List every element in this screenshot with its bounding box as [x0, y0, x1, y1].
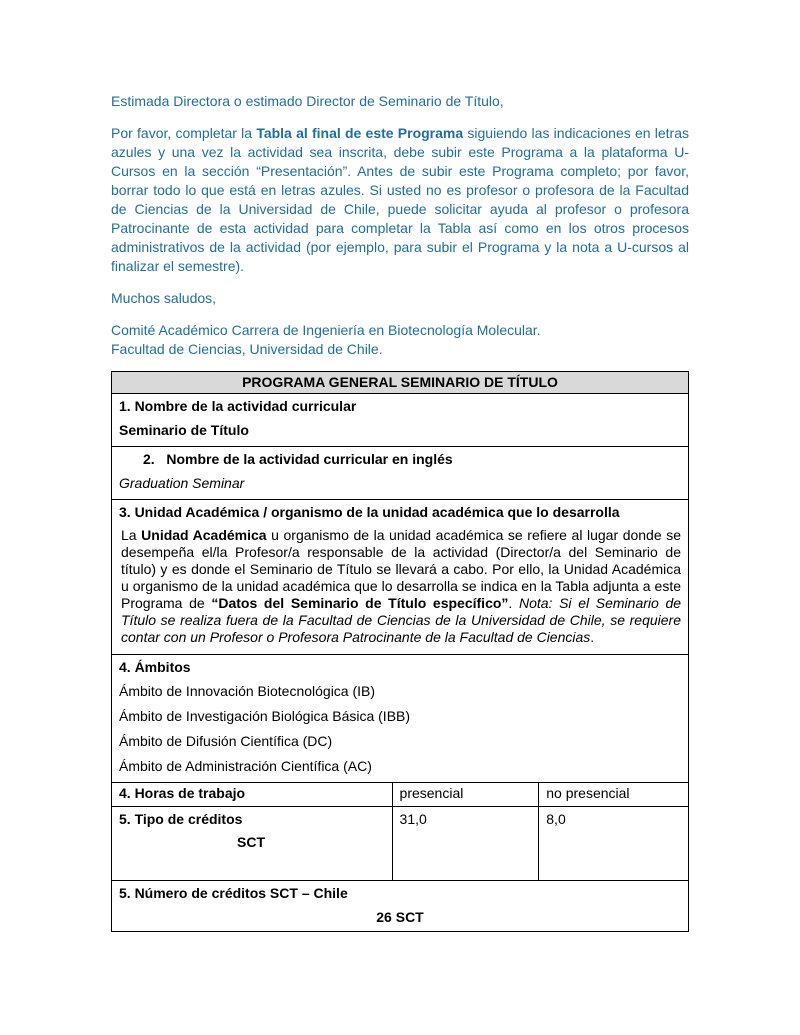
instructions-text-2: siguiendo las indicaciones en letras azules y una vez la actividad sea inscrita, debe subir este Programa a la plataforma U-Cursos en la sección “Presentación”. Antes de subir este Programa completo; por favor, borrar todo lo que está en letras azules. Si usted no es profesor o profesora de la Facultad de Ciencias de la Universidad de Chile, puede solicitar ayuda al profesor o profesora Patrocinante de esta actividad para completar la Tabla así como en los otros procesos administrativos de la actividad (por ejemplo, para subir el Programa y la nota a U-cursos al finalizar el semestre).	[111, 125, 689, 274]
ambito-item: Ámbito de Difusión Científica (DC)	[119, 733, 333, 749]
activity-name-label: 1. Nombre de la actividad curricular	[119, 398, 357, 414]
credits-presencial	[392, 807, 539, 881]
section-ambitos	[112, 655, 689, 783]
letter-intro	[111, 92, 689, 359]
ambitos-label: 4. Ámbitos	[119, 659, 191, 675]
credit-type-sub: SCT	[237, 834, 265, 850]
saludos: Muchos saludos,	[111, 290, 217, 306]
credit-type-cell	[112, 807, 393, 881]
instructions-paragraph	[111, 124, 689, 276]
instructions-text-1: Por favor, completar la	[111, 125, 257, 141]
activity-name-value: Seminario de Título	[119, 422, 249, 438]
desc-note: Nota: Si el Seminario de Título se realiza fuera de la Facultad de Ciencias de la Universidad de Chile, se requiere contar con un Profesor o Profesora Patrocinante de la Facultad de Ciencias	[121, 595, 682, 645]
credits-presencial-value: 31,0	[399, 811, 427, 827]
academic-unit-description	[121, 527, 681, 646]
credit-number-value: 26 SCT	[376, 909, 424, 925]
signature-line-2: Facultad de Ciencias, Universidad de Chile.	[111, 341, 383, 357]
ambito-item: Ámbito de Innovación Biotecnológica (IB)	[119, 683, 376, 699]
activity-name-english-label	[119, 451, 681, 468]
work-hours-presencial-header: presencial	[392, 783, 539, 807]
signature-line-1: Comité Académico Carrera de Ingeniería en Biotecnología Molecular.	[111, 322, 541, 338]
desc-bold-1: Unidad Académica	[141, 527, 267, 543]
academic-unit-label: 3. Unidad Académica / organismo de la unidad académica que lo desarrolla	[119, 504, 620, 520]
desc-text-2: u organismo de la unidad académica se refiere al lugar donde se desempeña el/la Profesor/a responsable de la actividad (Director/a del Seminario de título) y es donde el Seminario de Título se llevará a cabo. Por ello, la Unidad Académica u organismo de la unidad académica que lo desarrolla se indica en la Tabla adjunta a este Programa de	[121, 527, 681, 611]
credit-number-label: 5. Número de créditos SCT – Chile	[119, 885, 348, 901]
work-hours-no-presencial-header: no presencial	[539, 783, 689, 807]
work-hours-label: 4. Horas de trabajo	[112, 783, 393, 807]
desc-text-3: .	[508, 595, 519, 611]
greeting: Estimada Directora o estimado Director de Seminario de Título,	[111, 93, 504, 109]
table-title: PROGRAMA GENERAL SEMINARIO DE TÍTULO	[112, 372, 689, 394]
desc-text-4: .	[590, 629, 595, 645]
section-credit-number	[112, 881, 689, 932]
desc-text-1: La	[121, 527, 142, 543]
credits-no-presencial	[539, 807, 689, 881]
credits-no-presencial-value: 8,0	[546, 811, 566, 827]
desc-bold-2: “Datos del Seminario de Título específico”	[211, 595, 509, 611]
instructions-bold: Tabla al final de este Programa	[256, 125, 464, 141]
section-activity-name	[112, 394, 689, 447]
program-table	[111, 371, 689, 932]
section-number: 2.	[143, 451, 155, 467]
ambito-item: Ámbito de Administración Científica (AC)	[119, 758, 372, 774]
section-activity-name-english	[112, 447, 689, 500]
credit-type-label: 5. Tipo de créditos	[119, 811, 243, 827]
ambito-item: Ámbito de Investigación Biológica Básica (IBB)	[119, 708, 411, 724]
activity-name-english-value: Graduation Seminar	[119, 475, 245, 491]
section-label-text: Nombre de la actividad curricular en inglés	[166, 451, 453, 467]
section-academic-unit	[112, 500, 689, 655]
